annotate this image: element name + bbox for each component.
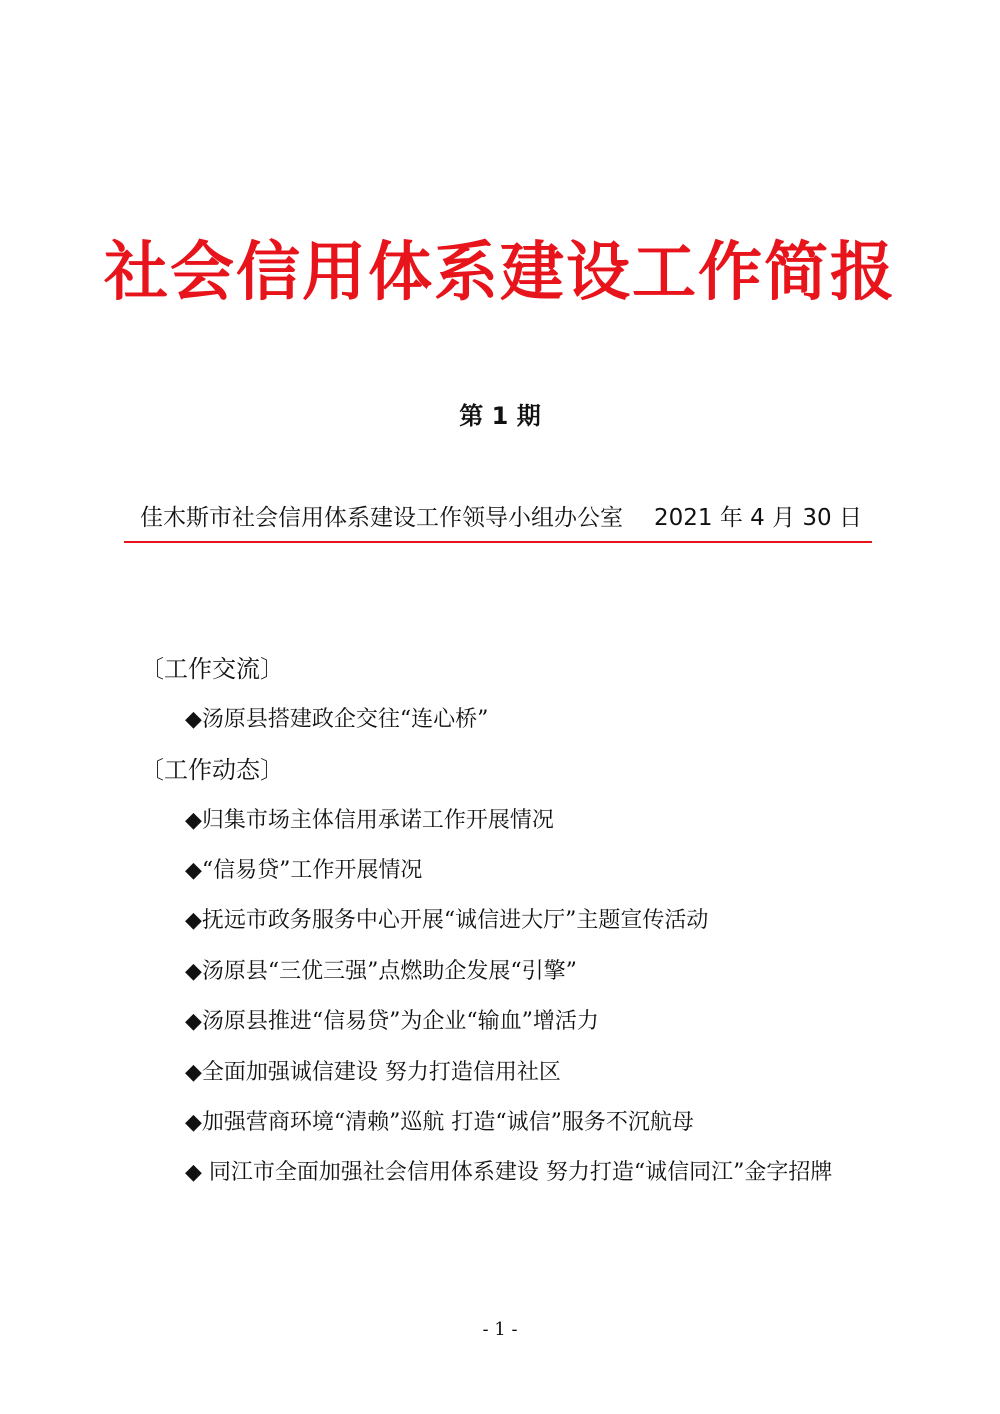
page-number: - 1 -	[482, 1319, 518, 1340]
toc-item: ◆抚远市政务服务中心开展“诚信进大厅”主题宣传活动	[185, 908, 709, 933]
toc-item: ◆归集市场主体信用承诺工作开展情况	[185, 808, 554, 833]
issue-number: 第 1 期	[459, 402, 541, 430]
toc-item: ◆全面加强诚信建设 努力打造信用社区	[185, 1060, 561, 1085]
section-heading-exchange: 〔工作交流〕	[140, 655, 284, 683]
toc-item: ◆加强营商环境“清赖”巡航 打造“诚信”服务不沉航母	[185, 1110, 694, 1135]
bulletin-title: 社会信用体系建设工作简报	[104, 236, 896, 310]
section-heading-news: 〔工作动态〕	[140, 756, 284, 784]
toc-item: ◆“信易贷”工作开展情况	[185, 858, 423, 883]
toc-item: ◆ 同江市全面加强社会信用体系建设 努力打造“诚信同江”金字招牌	[185, 1160, 833, 1185]
issue-date: 2021 年 4 月 30 日	[654, 505, 862, 531]
issuing-office: 佳木斯市社会信用体系建设工作领导小组办公室	[140, 505, 623, 531]
toc-item: ◆汤原县搭建政企交往“连心桥”	[185, 707, 489, 732]
toc-item: ◆汤原县“三优三强”点燃助企发展“引擎”	[185, 959, 577, 984]
toc-item: ◆汤原县推进“信易贷”为企业“输血”增活力	[185, 1009, 599, 1034]
